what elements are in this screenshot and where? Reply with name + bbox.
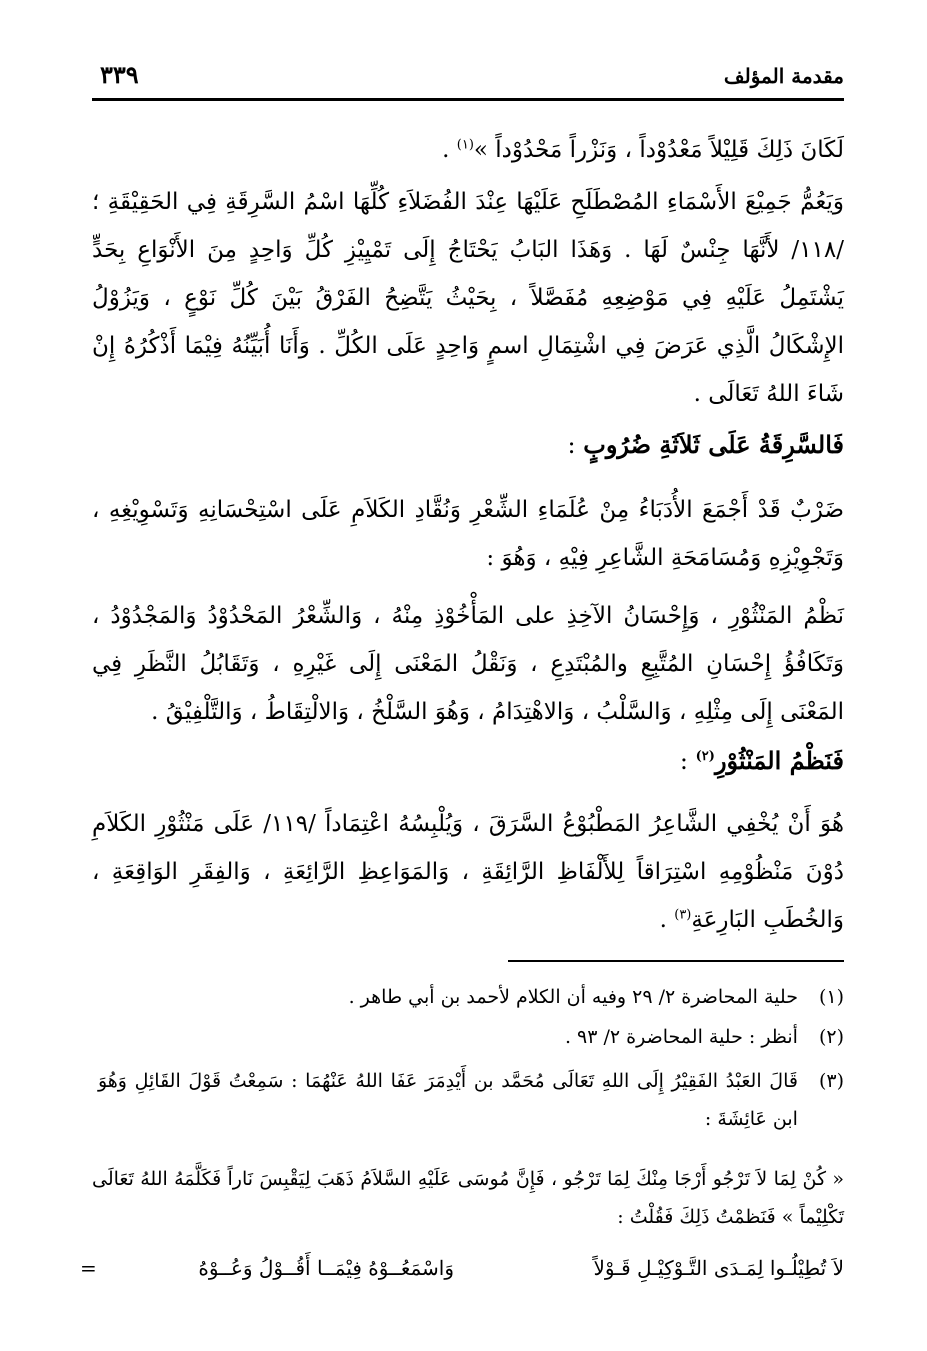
page-header <box>92 58 844 101</box>
heading-colon: : <box>679 747 696 775</box>
paragraph-text: هُوَ أَنْ يُخْفِي الشَّاعِرُ المَطْبُوْعُ السَّرَقَ ، وَيُلْبِسُهُ اعْتِمَاداً /١١٩/ عَلَى مَنْثُوْرِ الكَلاَمِ دُوْنَ مَنْظُوْمِهِ اسْتِرَاقاً لِلأَلْفَاظِ الرَّائِقَةِ ، وَالمَوَاعِظِ الرَّائِعَةِ ، وَالفِقَرِ الوَاقِعَةِ ، وَالخُطَبِ البَارِعَةِ <box>92 811 844 933</box>
footnote-ref-1: (١) <box>456 137 474 153</box>
paragraph-end: . <box>659 907 675 933</box>
footnote-text: أنظر : حلية المحاضرة ٢/ ٩٣ . <box>564 1026 798 1048</box>
heading-colon: : <box>567 431 584 459</box>
running-title: مقدمة المؤلف <box>723 64 844 88</box>
footnote-number: (٢) <box>818 1026 844 1048</box>
heading-text: فَالسَّرِقَةُ عَلَى ثَلاَثَةِ ضُرُوبٍ <box>583 430 844 459</box>
footnote-number: (٣) <box>818 1070 844 1092</box>
verse-second-hemistich: وَاسْمَعُــوْهُ فِيْمَــا أَقُــوْلُ وَعُــوْهُ <box>198 1256 454 1280</box>
paragraph-text: لَكَانَ ذَلِكَ قَلِيْلاً مَعْدُوْداً ، وَنَزْراً مَحْدُوْداً » <box>473 137 844 163</box>
footnote-1 <box>92 978 844 1016</box>
verse-continuation-mark: = <box>80 1256 97 1280</box>
heading-text: فَنَظْمُ المَنْثُوْرِ <box>714 746 844 775</box>
footnote-3 <box>92 1062 844 1138</box>
paragraph-closing-quote <box>92 126 844 174</box>
footnote-number: (١) <box>818 986 844 1008</box>
page-number: ٣٣٩ <box>100 60 139 89</box>
paragraph-first-type: ضَرْبٌ قَدْ أَجْمَعَ الأُدَبَاءُ مِنْ عُلَمَاءِ الشِّعْرِ وَنُقَّادِ الكَلاَمِ عَلَى اسْتِحْسَانِهِ وَتَسْوِيْغِهِ ، وَتَجْوِيْزِهِ وَمُسَامَحَةِ الشَّاعِرِ فِيْهِ ، وَهُوَ : <box>92 497 844 571</box>
section-heading-prose-versification <box>680 746 844 775</box>
section-heading-theft-types <box>568 430 845 459</box>
footnote-2 <box>92 1018 844 1056</box>
poem-verse <box>80 1256 844 1292</box>
paragraph-prose-versification <box>92 800 844 944</box>
paragraph-types-list: نَظْمُ المَنْثُوْرِ ، وَإِحْسَانُ الآخِذِ على المَأْخُوْذِ مِنْهُ ، وَالشِّعْرُ المَحْدُوْدُ وَالمَجْدُوْدُ ، وَتَكَافُؤُ إِحْسَانِ المُتَّبِعِ والمُبْتَدِعِ ، وَنَقْلُ المَعْنَى إِلَى غَيْرِهِ ، وَتَقَابُلُ النَّظَرِ فِي المَعْنَى إِلَى مِثْلِهِ ، وَالسَّلْبُ ، وَالاهْتِدَامُ ، وَهُوَ السَّلْخُ ، وَالالْتِقَاطُ ، وَالتَّلْفِيْقُ . <box>92 603 844 725</box>
footnote-ref-3: (٣) <box>674 907 692 923</box>
paragraph-end: . <box>442 137 457 163</box>
footnote-ref-2: (٢) <box>695 749 715 764</box>
footnote-text: حلية المحاضرة ٢/ ٢٩ وفيه أن الكلام لأحمد بن أبي طاهر . <box>348 986 798 1008</box>
footnote-separator <box>508 960 844 962</box>
verse-first-hemistich: لاَ تُطِيْلُـوا لِمَـدَى التَّـوْكِيْـلِ قَـوْلاً <box>593 1256 844 1280</box>
paragraph-definition: وَيَعُمُّ جَمِيْعَ الأَسْمَاءِ المُصْطَلَحِ عَلَيْهَا عِنْدَ الفُضَلاَءِ كُلِّهَا اسْمُ السَّرِقَةِ فِي الحَقِيْقَةِ ؛ /١١٨/ لأَنَّهَا جِنْسٌ لَهَا . وَهَذَا البَابُ يَحْتَاجُ إِلَى تَمْيِيْزِ كُلِّ وَاحِدٍ مِنَ الأَنْوَاعِ بِحَدٍّ يَشْتَمِلُ عَلَيْهِ فِي مَوْضِعِهِ مُفَصَّلاً ، بِحَيْثُ يَتَّضِحُ الفَرْقُ بَيْنَ كُلِّ نَوْعٍ ، وَيَزُوْلُ الإِشْكَالُ الَّذِي عَرَضَ فِي اشْتِمَالِ اسمٍ وَاحِدٍ عَلَى الكُلِّ . وَأَنَا أُبَيِّنُهُ فِيْمَا أَذْكُرُهُ إِنْ شَاءَ اللهُ تَعَالَى . <box>92 189 844 407</box>
footnote-quote: « كُنْ لِمَا لاَ تَرْجُو أَرْجَا مِنْكَ لِمَا تَرْجُو ، فَإِنَّ مُوسَى عَلَيْهِ السَّلاَمُ ذَهَبَ لِيَقْبِسَ نَاراً فَكَلَّمَهُ اللهُ تَعَالَى تَكْلِيْماً » فَنَظمْتُ ذَلِكَ فَقُلْتُ : <box>92 1168 844 1228</box>
footnote-text: قَالَ العَبْدُ الفَقِيْرُ إِلَى اللهِ تَعَالَى مُحَمَّد بن أَيْدِمَرَ عَفَا اللهُ عَنْهُمَا : سَمِعْتُ قَوْلَ القَائِلِ وَهُوَ ابن عَائِشَةَ : <box>97 1070 798 1130</box>
